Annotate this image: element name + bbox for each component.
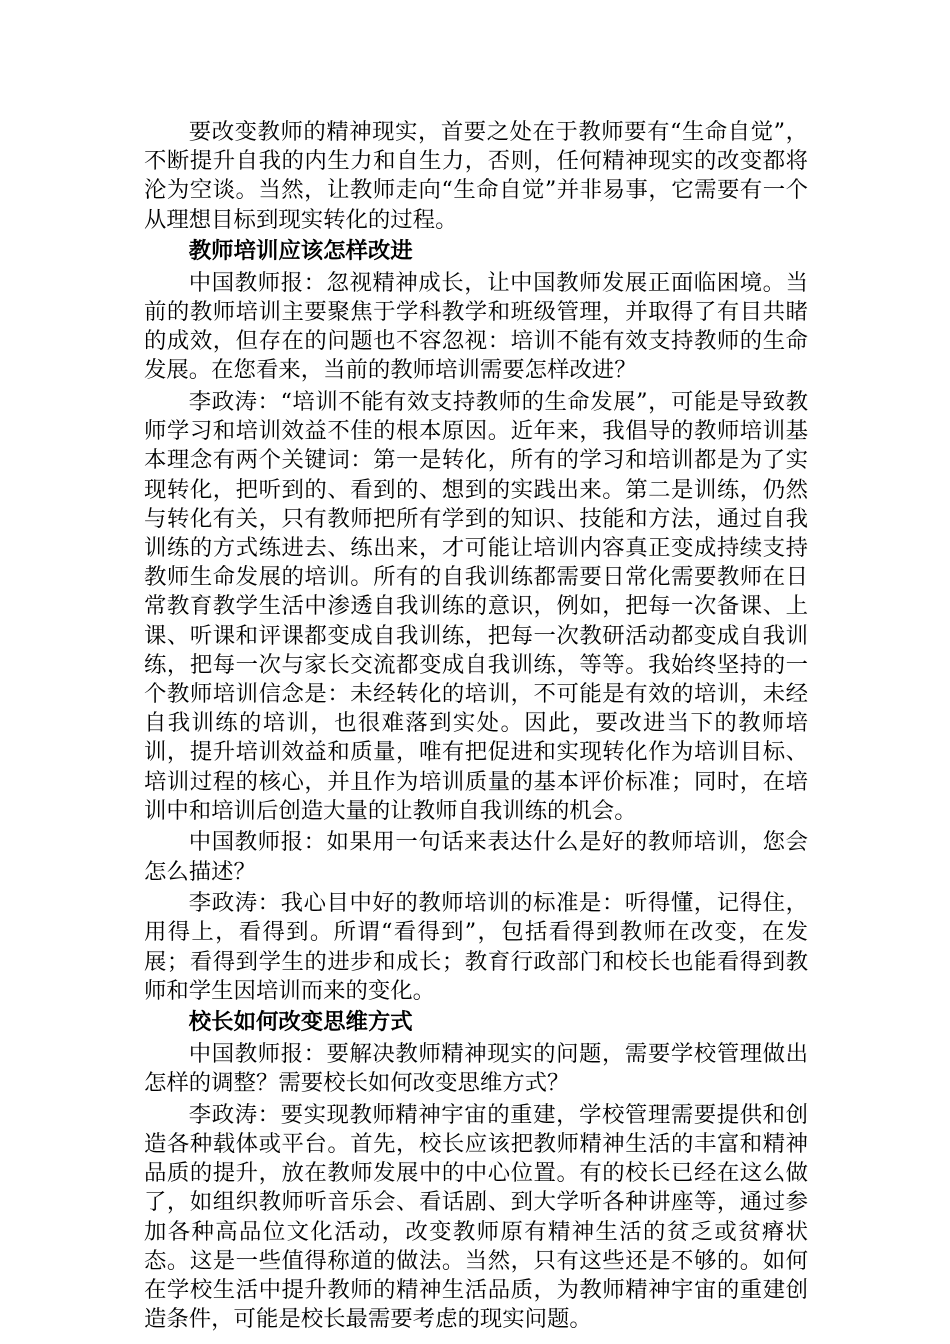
- answer-paragraph: 李政涛：“培训不能有效支持教师的生命发展”，可能是导致教师学习和培训效益不佳的根本原因。近年来，我倡导的教师培训基本理念有两个关键词：第一是转化，所有的学习和培训都是为了实现转化，把听到的、看到的、想到的实践出来。第二是训练，仍然与转化有关，只有教师把所有学到的知识、技能和方法，通过自我训练的方式练进去、练出来，才可能让培训内容真正变成持续支持教师生命发展的培训。所有的自我训练都需要日常化需要教师在日常教育教学生活中渗透自我训练的意识，例如，把每一次备课、上课、听课和评课都变成自我训练，把每一次教研活动都变成自我训练，把每一次与家长交流都变成自我训练，等等。我始终坚持的一个教师培训信念是：未经转化的培训，不可能是有效的培训，未经自我训练的培训，也很难落到实处。因此，要改进当下的教师培训，提升培训效益和质量，唯有把促进和实现转化作为培训目标、培训过程的核心，并且作为培训质量的基本评价标准；同时，在培训中和培训后创造大量的让教师自我训练的机会。: [144, 389, 808, 824]
- section-heading-teacher-training: 教师培训应该怎样改进: [188, 238, 413, 265]
- question-paragraph: 中国教师报：要解决教师精神现实的问题，需要学校管理做出怎样的调整？需要校长如何改变思维方式？: [144, 1041, 808, 1097]
- answer-paragraph: 李政涛：我心目中好的教师培训的标准是：听得懂，记得住，用得上，看得到。所谓“看得到”，包括看得到教师在改变，在发展；看得到学生的进步和成长；教育行政部门和校长也能看得到教师和学生因培训而来的变化。: [144, 890, 808, 1004]
- question-paragraph: 中国教师报：忽视精神成长，让中国教师发展正面临困境。当前的教师培训主要聚焦于学科教学和班级管理，并取得了有目共睹的成效，但存在的问题也不容忽视：培训不能有效支持教师的生命发展。在您看来，当前的教师培训需要怎样改进？: [144, 269, 808, 384]
- section-heading-principal-thinking: 校长如何改变思维方式: [188, 1009, 413, 1036]
- intro-paragraph: 要改变教师的精神现实，首要之处在于教师要有“生命自觉”，不断提升自我的内生力和自生力，否则，任何精神现实的改变都将沦为空谈。当然，让教师走向“生命自觉”并非易事，它需要有一个从理想目标到现实转化的过程。: [144, 119, 808, 233]
- document-page: [144, 118, 808, 1337]
- answer-paragraph: 李政涛：要实现教师精神宇宙的重建，学校管理需要提供和创造各种载体或平台。首先，校长应该把教师精神生活的丰富和精神品质的提升，放在教师发展中的中心位置。有的校长已经在这么做了，如组织教师听音乐会、看话剧、到大学听各种讲座等，通过参加各种高品位文化活动，改变教师原有精神生活的贫乏或贫瘠状态。这是一些值得称道的做法。当然，只有这些还是不够的。如何在学校生活中提升教师的精神生活品质，为教师精神宇宙的重建创造条件，可能是校长最需要考虑的现实问题。: [144, 1101, 808, 1333]
- question-paragraph: 中国教师报：如果用一句话来表达什么是好的教师培训，您会怎么描述？: [144, 829, 808, 885]
